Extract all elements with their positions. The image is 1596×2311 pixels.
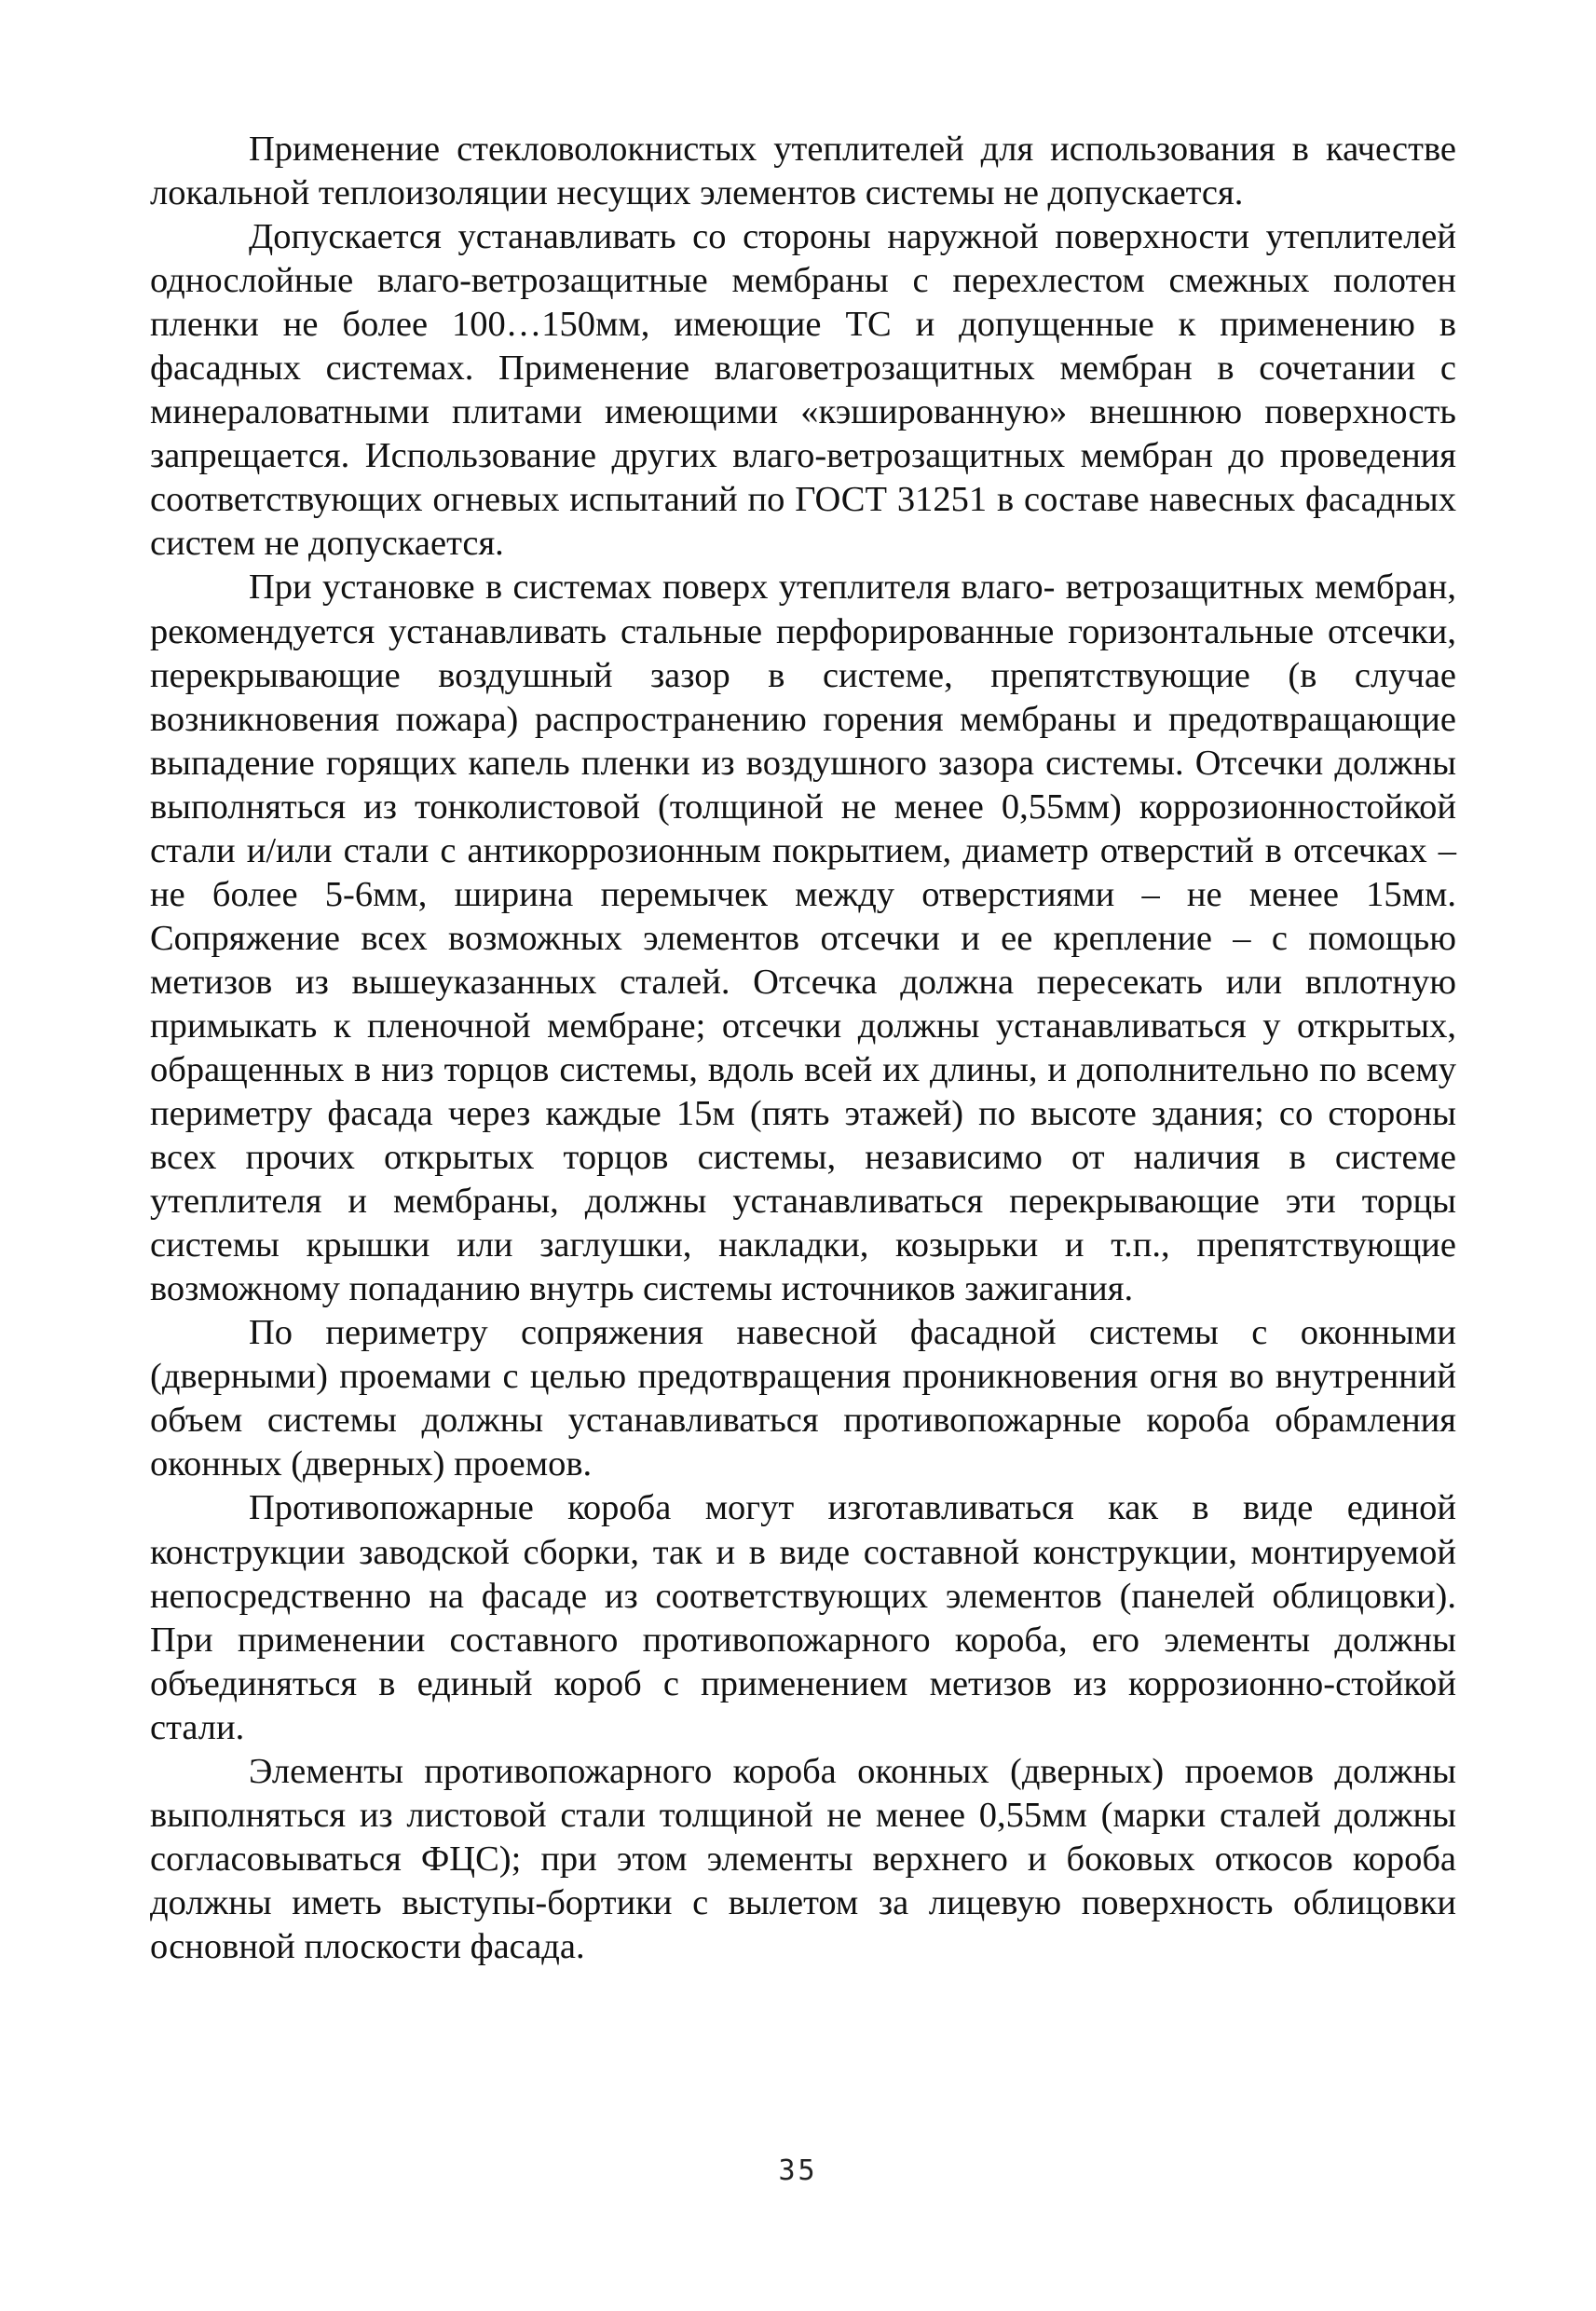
page-number: 35 bbox=[778, 2154, 818, 2187]
paragraph-fire-boxes-perimeter: По периметру сопряжения навесной фасадной системы с оконными (дверными) проемами с целью предотвращения проникновения огня во внутренний объем системы должны устанавливаться противопожарные короба обрамления оконных (дверных) проемов. bbox=[150, 1313, 1456, 1484]
paragraph-fiberglass-insulation: Применение стекловолокнистых утеплителей для использования в качестве локальной теплоизоляции несущих элементов системы не допускается. bbox=[150, 130, 1456, 213]
paragraph-fire-box-elements: Элементы противопожарного короба оконных (дверных) проемов должны выполняться из листовой стали толщиной не менее 0,55мм (марки сталей должны согласовываться ФЦС); при этом элементы верхнего и боковых откосов короба должны иметь выступы-бортики с вылетом за лицевую поверхность облицовки основной плоскости фасада. bbox=[150, 1751, 1456, 1966]
paragraph-fire-boxes-construction: Противопожарные короба могут изготавливаться как в виде единой конструкции заводской сборки, так и в виде составной конструкции, монтируемой непосредственно на фасаде из соответствующих элементов (панелей облицовки). При применении составного противопожарного короба, его элементы должны объединяться в единый короб с применением метизов из коррозионно-стойкой стали. bbox=[150, 1488, 1456, 1747]
paragraph-horizontal-cutoffs: При установке в системах поверх утеплителя влаго- ветрозащитных мембран, рекомендуется устанавливать стальные перфорированные горизонтальные отсечки, перекрывающие воздушный зазор в системе, препятствующие (в случае возникновения пожара) распространению горения мембраны и предотвращающие выпадение горящих капель пленки из воздушного зазора системы. Отсечки должны выполняться из тонколистовой (толщиной не менее 0,55мм) коррозионностойкой стали и/или стали с антикоррозионным покрытием, диаметр отверстий в отсечках – не более 5-6мм, ширина перемычек между отверстиями – не менее 15мм. Сопряжение всех возможных элементов отсечки и ее крепление – с помощью метизов из вышеуказанных сталей. Отсечка должна пересекать или вплотную примыкать к пленочной мембране; отсечки должны устанавливаться у открытых, обращенных в низ торцов системы, вдоль всей их длины, и дополнительно по всему периметру фасада через каждые 15м (пять этажей) по высоте здания; со стороны всех прочих открытых торцов системы, независимо от наличия в системе утеплителя и мембраны, должны устанавливаться перекрывающие эти торцы системы крышки или заглушки, накладки, козырьки и т.п., препятствующие возможному попаданию внутрь системы источников зажигания. bbox=[150, 567, 1456, 1309]
body-text bbox=[150, 128, 1456, 1969]
paragraph-wind-membranes: Допускается устанавливать со стороны наружной поверхности утеплителей однослойные влаго-ветрозащитные мембраны с перехлестом смежных полотен пленки не более 100…150мм, имеющие ТС и допущенные к применению в фасадных системах. Применение влаговетрозащитных мембран в сочетании с минераловатными плитами имеющими «кэшированную» внешнюю поверхность запрещается. Использование других влаго-ветрозащитных мембран до проведения соответствующих огневых испытаний по ГОСТ 31251 в составе навесных фасадных систем не допускается. bbox=[150, 217, 1456, 564]
